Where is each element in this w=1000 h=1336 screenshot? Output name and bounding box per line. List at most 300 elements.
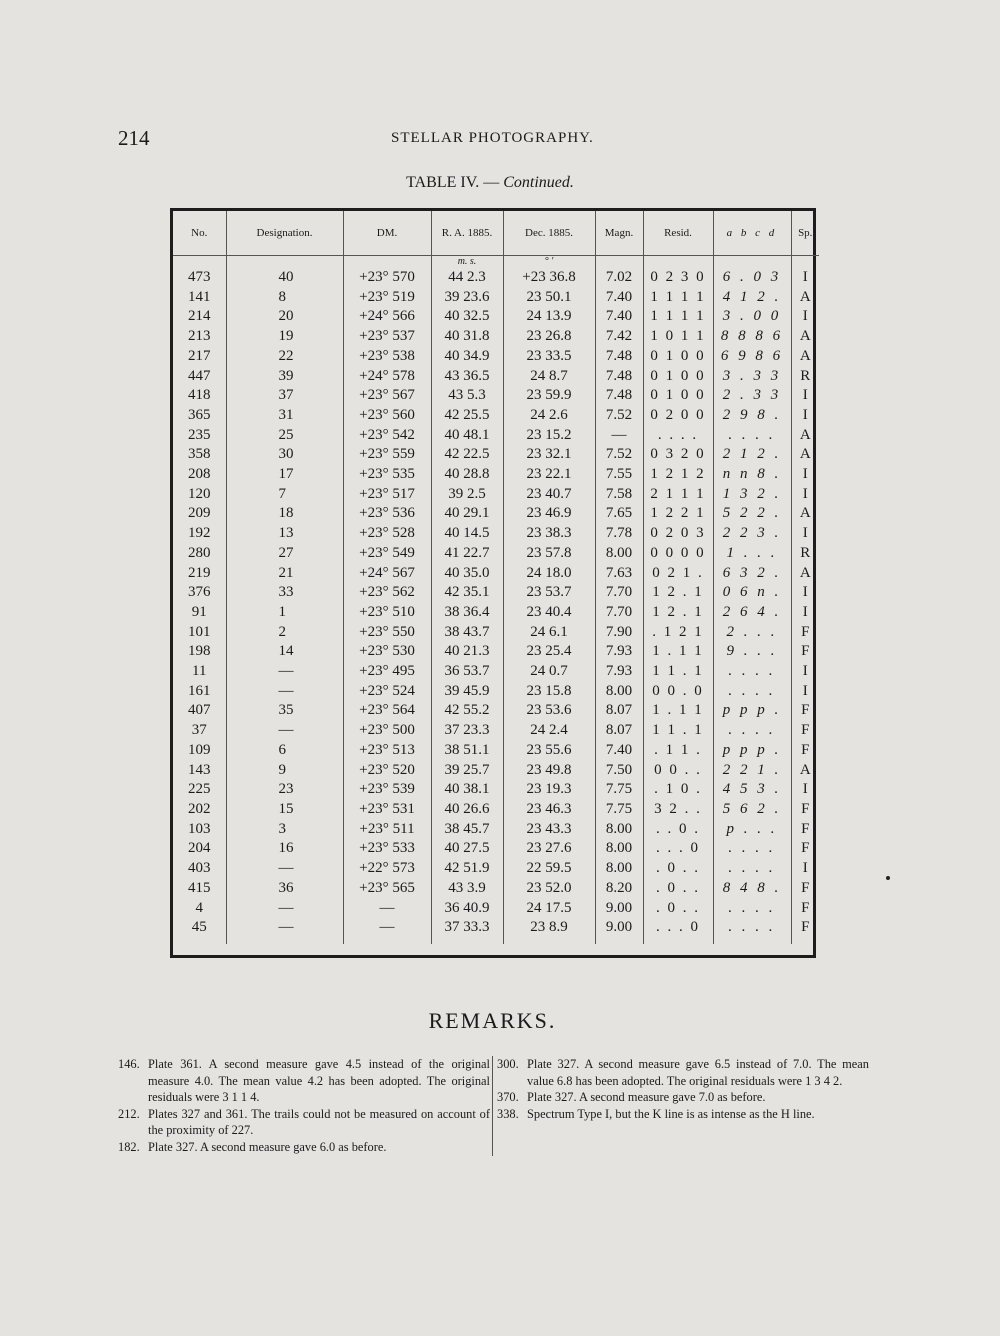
cell-no: 365: [173, 406, 226, 426]
cell-abcd: 2 . 3 3: [713, 386, 791, 406]
cell-resid: 0 2 1 .: [643, 564, 713, 584]
cell-dm: +23° 517: [343, 485, 431, 505]
table-row: [173, 268, 819, 288]
cell-dec: 23 38.3: [503, 524, 595, 544]
remark-text: Plate 327. A second measure gave 7.0 as before.: [527, 1090, 766, 1104]
cell-sp: A: [799, 505, 811, 522]
cell-magn: 7.65: [595, 504, 643, 524]
table-row: [173, 504, 819, 524]
cell-magn: 7.63: [595, 564, 643, 584]
table-row: [173, 347, 819, 367]
table-row: [173, 327, 819, 347]
cell-no: 91: [173, 603, 226, 623]
cell-no: 403: [173, 859, 226, 879]
cell-magn: 9.00: [595, 899, 643, 919]
cell-abcd: p p p .: [713, 741, 791, 761]
cell-ra: 40 21.3: [431, 642, 503, 662]
remark-item: [497, 1056, 869, 1089]
cell-sp: I: [802, 603, 808, 620]
cell-magn: 7.70: [595, 603, 643, 623]
cell-dm: +23° 564: [343, 701, 431, 721]
cell-resid: 0 1 0 0: [643, 347, 713, 367]
cell-no: 407: [173, 701, 226, 721]
cell-dec: 23 19.3: [503, 780, 595, 800]
table-row: [173, 662, 819, 682]
cell-magn: 7.40: [595, 741, 643, 761]
cell-ra: 38 51.1: [431, 741, 503, 761]
cell-dec: 24 2.6: [503, 406, 595, 426]
cell-dec: 23 43.3: [503, 820, 595, 840]
cell-ra: 38 43.7: [431, 623, 503, 643]
cell-designation: 40: [226, 268, 343, 288]
cell-no: 11: [173, 662, 226, 682]
cell-sp: I: [802, 584, 808, 601]
table-row: [173, 859, 819, 879]
cell-resid: . 1 2 1: [643, 623, 713, 643]
cell-designation: 9: [226, 761, 343, 781]
cell-dec: 23 52.0: [503, 879, 595, 899]
cell-magn: 8.20: [595, 879, 643, 899]
cell-designation: —: [226, 662, 343, 682]
table-row: [173, 426, 819, 446]
cell-dm: +23° 536: [343, 504, 431, 524]
cell-ra: 38 45.7: [431, 820, 503, 840]
cell-no: 103: [173, 820, 226, 840]
cell-sp: A: [799, 288, 811, 305]
cell-dm: +23° 559: [343, 445, 431, 465]
cell-no: 101: [173, 623, 226, 643]
cell-no: 143: [173, 761, 226, 781]
cell-sp: F: [801, 919, 810, 936]
table-row: [173, 465, 819, 485]
table-row: [173, 564, 819, 584]
cell-abcd: p . . .: [713, 820, 791, 840]
cell-dec: 23 59.9: [503, 386, 595, 406]
cell-sp: F: [801, 820, 810, 837]
cell-resid: 1 2 . 1: [643, 603, 713, 623]
cell-sp: A: [799, 426, 811, 443]
cell-resid: 1 1 . 1: [643, 721, 713, 741]
cell-dm: +24° 578: [343, 367, 431, 387]
cell-no: 4: [173, 899, 226, 919]
cell-dec: 23 46.3: [503, 800, 595, 820]
cell-resid: . 0 . .: [643, 879, 713, 899]
cell-designation: 2: [226, 623, 343, 643]
remark-number: 300.: [497, 1057, 519, 1071]
cell-ra: 40 28.8: [431, 465, 503, 485]
cell-dm: +23° 537: [343, 327, 431, 347]
cell-sp: R: [800, 367, 811, 384]
data-table-box: [170, 208, 816, 958]
cell-magn: 8.00: [595, 820, 643, 840]
cell-abcd: . . . .: [713, 662, 791, 682]
cell-dm: +23° 570: [343, 268, 431, 288]
cell-ra: 40 48.1: [431, 426, 503, 446]
cell-designation: 13: [226, 524, 343, 544]
cell-magn: 7.75: [595, 780, 643, 800]
cell-resid: 0 0 0 0: [643, 544, 713, 564]
cell-designation: 15: [226, 800, 343, 820]
cell-designation: 25: [226, 426, 343, 446]
cell-magn: 7.40: [595, 288, 643, 308]
remark-item: [118, 1056, 490, 1106]
cell-abcd: 9 . . .: [713, 642, 791, 662]
cell-magn: 7.58: [595, 485, 643, 505]
cell-dm: +23° 510: [343, 603, 431, 623]
cell-sp: I: [802, 269, 808, 285]
table-title-continued: Continued.: [503, 174, 574, 191]
cell-resid: 0 3 2 0: [643, 445, 713, 465]
cell-sp: F: [801, 899, 810, 916]
cell-designation: 14: [226, 642, 343, 662]
cell-dec: 24 8.7: [503, 367, 595, 387]
cell-dm: +23° 524: [343, 682, 431, 702]
table-row: [173, 445, 819, 465]
cell-magn: 7.93: [595, 662, 643, 682]
cell-resid: 0 2 0 0: [643, 406, 713, 426]
cell-dm: +23° 519: [343, 288, 431, 308]
cell-magn: 7.48: [595, 347, 643, 367]
cell-resid: 0 0 . 0: [643, 682, 713, 702]
cell-dec: 23 27.6: [503, 839, 595, 859]
cell-abcd: 8 4 8 .: [713, 879, 791, 899]
remark-number: 370.: [497, 1090, 519, 1104]
cell-sp: F: [801, 623, 810, 640]
cell-no: 358: [173, 445, 226, 465]
remarks-title: REMARKS.: [428, 1008, 557, 1033]
cell-magn: 7.42: [595, 327, 643, 347]
cell-ra: 40 14.5: [431, 524, 503, 544]
cell-dec: 23 57.8: [503, 544, 595, 564]
cell-dm: +23° 530: [343, 642, 431, 662]
cell-designation: 21: [226, 564, 343, 584]
remarks-right-column: [497, 1056, 869, 1122]
cell-sp: I: [802, 860, 808, 877]
remark-number: 182.: [118, 1139, 140, 1154]
table-row: [173, 820, 819, 840]
cell-dm: +22° 573: [343, 859, 431, 879]
cell-sp: A: [799, 347, 811, 364]
speck: [886, 876, 890, 880]
header-resid: Resid.: [643, 211, 713, 256]
cell-sp: I: [802, 781, 808, 798]
dec-units: ° ′: [503, 256, 595, 269]
remark-text: Spectrum Type I, but the K line is as intense as the H line.: [527, 1106, 815, 1121]
cell-designation: 1: [226, 603, 343, 623]
cell-sp: I: [802, 466, 808, 483]
cell-abcd: 1 3 2 .: [713, 485, 791, 505]
table-row: [173, 603, 819, 623]
page-number: 214: [118, 126, 150, 150]
cell-magn: 7.75: [595, 800, 643, 820]
running-head: STELLAR PHOTOGRAPHY.: [391, 130, 594, 146]
cell-designation: 36: [226, 879, 343, 899]
cell-designation: 37: [226, 386, 343, 406]
cell-no: 192: [173, 524, 226, 544]
cell-abcd: 6 3 2 .: [713, 564, 791, 584]
cell-magn: 7.55: [595, 465, 643, 485]
cell-sp: F: [801, 800, 810, 817]
table-row: [173, 899, 819, 919]
cell-sp: A: [799, 446, 811, 463]
data-table: [173, 211, 819, 944]
cell-sp: F: [801, 702, 810, 719]
cell-resid: 0 2 0 3: [643, 524, 713, 544]
cell-no: 376: [173, 583, 226, 603]
cell-ra: 42 25.5: [431, 406, 503, 426]
table-title: [0, 174, 980, 192]
cell-ra: 40 38.1: [431, 780, 503, 800]
cell-magn: 8.07: [595, 721, 643, 741]
cell-dm: +23° 513: [343, 741, 431, 761]
cell-resid: 0 1 0 0: [643, 386, 713, 406]
cell-resid: 1 1 1 1: [643, 288, 713, 308]
cell-dec: 24 13.9: [503, 307, 595, 327]
cell-resid: 1 1 . 1: [643, 662, 713, 682]
cell-ra: 37 33.3: [431, 918, 503, 944]
cell-dm: —: [343, 918, 431, 944]
cell-no: 109: [173, 741, 226, 761]
cell-no: 213: [173, 327, 226, 347]
cell-designation: —: [226, 899, 343, 919]
table-body: [173, 256, 819, 945]
cell-ra: 39 45.9: [431, 682, 503, 702]
cell-abcd: 2 9 8 .: [713, 406, 791, 426]
cell-no: 37: [173, 721, 226, 741]
table-row: [173, 800, 819, 820]
table-row: [173, 879, 819, 899]
cell-resid: 1 2 2 1: [643, 504, 713, 524]
header-ra: R. A. 1885.: [431, 211, 503, 256]
cell-ra: 40 35.0: [431, 564, 503, 584]
remark-text: Plate 361. A second measure gave 4.5 instead of the original measure 4.0. The mean value 4.2 has been adopted. The original residuals were 3 1 1 4.: [148, 1057, 490, 1104]
cell-resid: 1 0 1 1: [643, 327, 713, 347]
table-row: [173, 623, 819, 643]
cell-sp: F: [801, 643, 810, 660]
cell-designation: 7: [226, 485, 343, 505]
cell-sp: I: [802, 682, 808, 699]
cell-sp: I: [802, 485, 808, 502]
cell-dec: 23 46.9: [503, 504, 595, 524]
table-row: [173, 721, 819, 741]
cell-ra: 43 36.5: [431, 367, 503, 387]
cell-no: 219: [173, 564, 226, 584]
cell-no: 120: [173, 485, 226, 505]
cell-dec: 23 22.1: [503, 465, 595, 485]
table-row: [173, 367, 819, 387]
cell-designation: 27: [226, 544, 343, 564]
ra-units: m. s.: [431, 256, 503, 269]
cell-designation: —: [226, 682, 343, 702]
cell-sp: R: [800, 544, 811, 561]
cell-no: 235: [173, 426, 226, 446]
cell-designation: 22: [226, 347, 343, 367]
cell-abcd: . . . .: [713, 859, 791, 879]
cell-dm: +24° 566: [343, 307, 431, 327]
cell-designation: —: [226, 859, 343, 879]
cell-dec: 23 49.8: [503, 761, 595, 781]
cell-dec: 23 15.2: [503, 426, 595, 446]
cell-magn: 7.70: [595, 583, 643, 603]
cell-abcd: . . . .: [713, 918, 791, 944]
cell-sp: A: [799, 328, 811, 345]
cell-resid: 0 1 0 0: [643, 367, 713, 387]
cell-dm: +23° 567: [343, 386, 431, 406]
cell-ra: 36 40.9: [431, 899, 503, 919]
cell-ra: 40 34.9: [431, 347, 503, 367]
cell-designation: 39: [226, 367, 343, 387]
cell-dec: 23 40.4: [503, 603, 595, 623]
cell-magn: —: [595, 426, 643, 446]
cell-abcd: 5 2 2 .: [713, 504, 791, 524]
header-designation: Designation.: [226, 211, 343, 256]
cell-dm: +23° 531: [343, 800, 431, 820]
cell-magn: 7.90: [595, 623, 643, 643]
cell-sp: I: [802, 663, 808, 680]
cell-abcd: . . . .: [713, 721, 791, 741]
cell-ra: 39 25.7: [431, 761, 503, 781]
remarks-left-column: [118, 1056, 490, 1155]
cell-abcd: 6 9 8 6: [713, 347, 791, 367]
cell-magn: 7.78: [595, 524, 643, 544]
cell-ra: 41 22.7: [431, 544, 503, 564]
cell-abcd: 5 6 2 .: [713, 800, 791, 820]
cell-no: 214: [173, 307, 226, 327]
cell-dec: 24 2.4: [503, 721, 595, 741]
cell-magn: 8.07: [595, 701, 643, 721]
cell-ra: 42 51.9: [431, 859, 503, 879]
cell-no: 208: [173, 465, 226, 485]
table-row: [173, 780, 819, 800]
header-dm: DM.: [343, 211, 431, 256]
cell-sp: F: [801, 722, 810, 739]
cell-dm: +23° 495: [343, 662, 431, 682]
cell-sp: A: [799, 761, 811, 778]
header-dec: Dec. 1885.: [503, 211, 595, 256]
cell-no: 204: [173, 839, 226, 859]
cell-dm: +23° 542: [343, 426, 431, 446]
cell-designation: 8: [226, 288, 343, 308]
table-row: [173, 406, 819, 426]
cell-sp: I: [802, 308, 808, 325]
cell-dec: 23 50.1: [503, 288, 595, 308]
remarks-column-divider: [492, 1056, 493, 1156]
cell-magn: 7.52: [595, 406, 643, 426]
cell-ra: 37 23.3: [431, 721, 503, 741]
cell-ra: 40 26.6: [431, 800, 503, 820]
cell-dm: +23° 538: [343, 347, 431, 367]
cell-magn: 8.00: [595, 859, 643, 879]
remark-text: Plate 327. A second measure gave 6.5 instead of 7.0. The mean value 6.8 has been adopted. The original residuals were 1 3 4 2.: [527, 1057, 869, 1088]
cell-sp: A: [799, 564, 811, 581]
table-row: [173, 741, 819, 761]
cell-dec: 23 32.1: [503, 445, 595, 465]
cell-designation: 35: [226, 701, 343, 721]
cell-no: 198: [173, 642, 226, 662]
cell-resid: 2 1 1 1: [643, 485, 713, 505]
cell-ra: 42 22.5: [431, 445, 503, 465]
cell-dec: 23 53.7: [503, 583, 595, 603]
remark-text: Plate 327. A second measure gave 6.0 as before.: [148, 1139, 387, 1154]
cell-magn: 8.00: [595, 839, 643, 859]
table-row: [173, 307, 819, 327]
table-row: [173, 839, 819, 859]
cell-abcd: . . . .: [713, 682, 791, 702]
cell-dec: 23 26.8: [503, 327, 595, 347]
cell-dm: +23° 535: [343, 465, 431, 485]
cell-abcd: n n 8 .: [713, 465, 791, 485]
cell-sp: F: [801, 879, 810, 896]
cell-sp: I: [802, 525, 808, 542]
cell-designation: 20: [226, 307, 343, 327]
cell-magn: 8.00: [595, 544, 643, 564]
cell-abcd: . . . .: [713, 899, 791, 919]
cell-dec: 23 33.5: [503, 347, 595, 367]
cell-ra: 40 31.8: [431, 327, 503, 347]
cell-abcd: 6 . 0 3: [713, 268, 791, 288]
cell-sp: F: [801, 741, 810, 758]
table-row: [173, 544, 819, 564]
cell-resid: 3 2 . .: [643, 800, 713, 820]
table-row: [173, 485, 819, 505]
cell-designation: 33: [226, 583, 343, 603]
cell-resid: . . 0 .: [643, 820, 713, 840]
cell-dm: +23° 539: [343, 780, 431, 800]
cell-no: 217: [173, 347, 226, 367]
cell-magn: 7.02: [595, 268, 643, 288]
cell-designation: —: [226, 918, 343, 944]
cell-designation: 23: [226, 780, 343, 800]
cell-dec: 23 53.6: [503, 701, 595, 721]
cell-dec: 23 25.4: [503, 642, 595, 662]
cell-ra: 43 5.3: [431, 386, 503, 406]
cell-no: 209: [173, 504, 226, 524]
cell-dm: —: [343, 899, 431, 919]
table-row: [173, 583, 819, 603]
cell-resid: . 0 . .: [643, 859, 713, 879]
cell-designation: 30: [226, 445, 343, 465]
cell-abcd: 2 . . .: [713, 623, 791, 643]
cell-magn: 7.48: [595, 386, 643, 406]
cell-dm: +23° 549: [343, 544, 431, 564]
cell-dec: +23 36.8: [503, 268, 595, 288]
cell-resid: . 1 0 .: [643, 780, 713, 800]
cell-dm: +23° 500: [343, 721, 431, 741]
cell-ra: 38 36.4: [431, 603, 503, 623]
cell-dec: 23 8.9: [503, 918, 595, 944]
cell-ra: 42 55.2: [431, 701, 503, 721]
cell-designation: 16: [226, 839, 343, 859]
cell-ra: 40 27.5: [431, 839, 503, 859]
cell-ra: 40 32.5: [431, 307, 503, 327]
table-row: [173, 682, 819, 702]
cell-ra: 39 2.5: [431, 485, 503, 505]
table-title-main: TABLE IV. —: [406, 174, 500, 191]
cell-dec: 23 15.8: [503, 682, 595, 702]
remark-item: [497, 1089, 869, 1106]
cell-resid: . . . 0: [643, 839, 713, 859]
cell-resid: 0 0 . .: [643, 761, 713, 781]
cell-abcd: 4 5 3 .: [713, 780, 791, 800]
cell-resid: . 1 1 .: [643, 741, 713, 761]
cell-abcd: 2 2 1 .: [713, 761, 791, 781]
cell-resid: . . . 0: [643, 918, 713, 944]
cell-ra: 44 2.3: [431, 268, 503, 288]
cell-resid: 0 2 3 0: [643, 268, 713, 288]
cell-dm: +23° 533: [343, 839, 431, 859]
cell-abcd: 3 . 3 3: [713, 367, 791, 387]
header-sp: Sp.: [791, 211, 819, 256]
